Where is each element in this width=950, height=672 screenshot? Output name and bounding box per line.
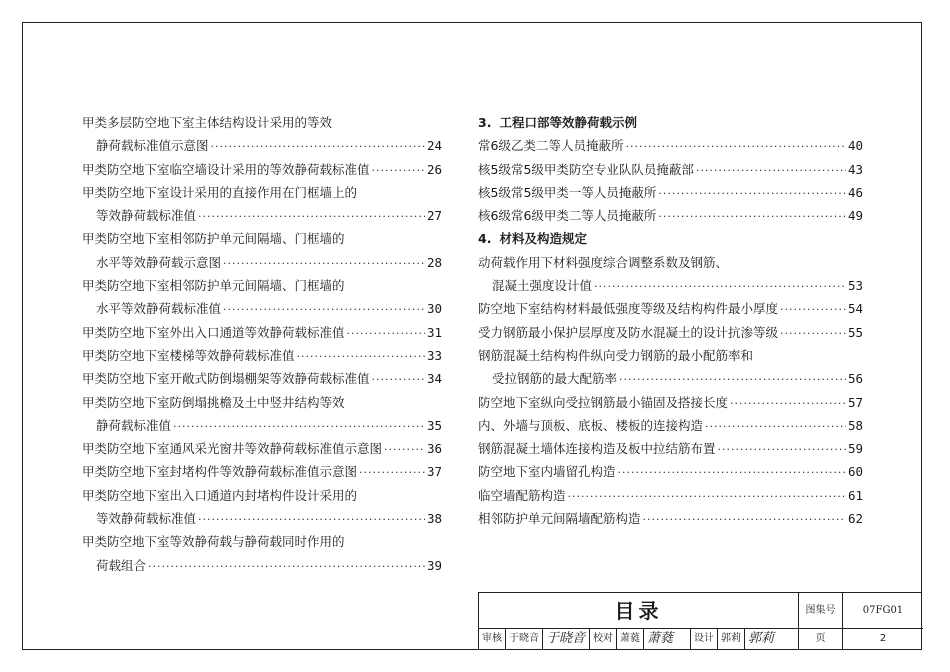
toc-entry-title: 静荷载标准值	[96, 417, 172, 433]
dot-leader	[643, 508, 846, 531]
dot-leader	[730, 392, 846, 415]
toc-entry-title: 甲类防空地下室等效静荷载与静荷载同时作用的	[82, 534, 345, 550]
check-label: 校对	[590, 629, 617, 649]
review-label: 审核	[479, 629, 506, 649]
dot-leader	[658, 182, 846, 205]
dot-leader	[619, 368, 846, 391]
toc-entry	[82, 204, 442, 227]
toc-page-number: 34	[426, 371, 442, 387]
dot-leader	[359, 461, 425, 484]
section-heading	[478, 111, 863, 134]
toc-entry	[478, 181, 863, 204]
toc-page-number: 55	[847, 324, 863, 340]
dot-leader	[223, 298, 425, 321]
toc-entry-title: 甲类防空地下室临空墙设计采用的等效静荷载标准值	[82, 161, 370, 177]
dot-leader	[372, 368, 425, 391]
toc-entry	[82, 414, 442, 437]
toc-entry-title: 混凝土强度设计值	[492, 278, 593, 294]
toc-entry-title: 防空地下室内墙留孔构造	[478, 464, 616, 480]
toc-entry-title: 水平等效静荷载示意图	[96, 254, 222, 270]
toc-entry	[82, 227, 442, 250]
dot-leader	[198, 508, 425, 531]
toc-entry	[82, 181, 442, 204]
toc-entry	[478, 414, 863, 437]
designer-signature: 郭莉	[748, 631, 775, 646]
toc-page-number: 40	[847, 138, 863, 154]
toc-page-number: 31	[426, 324, 442, 340]
toc-entry-title: 静荷载标准值示意图	[96, 138, 209, 154]
dot-leader	[780, 298, 846, 321]
toc-page-number: 43	[847, 161, 863, 177]
toc-entry-title: 相邻防护单元间隔墙配筋构造	[478, 511, 641, 527]
toc-page-number: 57	[847, 394, 863, 410]
toc-page-number: 38	[426, 511, 442, 527]
section-number: 3.	[478, 115, 492, 130]
dot-leader	[696, 159, 846, 182]
toc-entry-title: 甲类防空地下室开敞式防倒塌棚架等效静荷载标准值	[82, 371, 370, 387]
toc-entry	[82, 507, 442, 530]
toc-entry-title: 常6级乙类二等人员掩蔽所	[478, 138, 624, 154]
toc-entry	[82, 460, 442, 483]
toc-page-number: 59	[847, 441, 863, 457]
toc-entry	[82, 111, 442, 134]
toc-entry-title: 受拉钢筋的最大配筋率	[492, 371, 618, 387]
toc-page-number: 26	[426, 161, 442, 177]
dot-leader	[384, 438, 425, 461]
toc-entry	[82, 158, 442, 181]
toc-entry	[82, 367, 442, 390]
toc-entry-title: 水平等效静荷载标准值	[96, 301, 222, 317]
toc-right-column	[478, 111, 863, 530]
toc-entry-title: 钢筋混凝土墙体连接构造及板中拉结筋布置	[478, 441, 716, 457]
toc-page-number: 49	[847, 208, 863, 224]
dot-leader	[705, 415, 846, 438]
toc-entry-title: 等效静荷载标准值	[96, 511, 197, 527]
toc-entry-title: 甲类防空地下室外出入口通道等效静荷载标准值	[82, 324, 345, 340]
toc-page-number: 60	[847, 464, 863, 480]
dot-leader	[780, 322, 846, 345]
signature-row	[479, 629, 799, 649]
toc-entry	[478, 507, 863, 530]
checker-signature: 萧蕤	[644, 629, 691, 649]
designer-name: 郭莉	[718, 629, 745, 649]
toc-entry	[478, 134, 863, 157]
reviewer-name: 于晓音	[506, 629, 543, 649]
toc-entry-title: 甲类防空地下室防倒塌挑檐及土中竖井结构等效	[82, 394, 345, 410]
page-label: 页	[799, 629, 843, 649]
dot-leader	[594, 275, 846, 298]
dot-leader	[372, 159, 425, 182]
toc-entry	[82, 274, 442, 297]
reviewer-signature: 于晓音	[543, 629, 590, 649]
toc-entry	[478, 344, 863, 367]
toc-entry	[478, 274, 863, 297]
dot-leader	[223, 252, 425, 275]
toc-entry-title: 核6级常6级甲类二等人员掩蔽所	[478, 208, 657, 224]
toc-page-number: 30	[426, 301, 442, 317]
toc-entry	[82, 437, 442, 460]
toc-page-number: 39	[426, 557, 442, 573]
toc-entry-title: 甲类多层防空地下室主体结构设计采用的等效	[82, 115, 333, 130]
toc-entry	[478, 158, 863, 181]
toc-entry	[478, 251, 863, 274]
toc-entry-title: 动荷载作用下材料强度综合调整系数及钢筋、	[478, 254, 729, 270]
toc-entry	[478, 204, 863, 227]
dot-leader	[198, 205, 425, 228]
toc-entry-title: 甲类防空地下室相邻防护单元间隔墙、门框墙的	[82, 278, 345, 294]
section-heading	[478, 227, 863, 250]
toc-page-number: 53	[847, 278, 863, 294]
toc-page-number: 28	[426, 254, 442, 270]
toc-entry	[82, 391, 442, 414]
toc-page-number: 36	[426, 441, 442, 457]
toc-entry-title: 甲类防空地下室相邻防护单元间隔墙、门框墙的	[82, 231, 345, 247]
toc-entry	[478, 484, 863, 507]
title-block	[478, 592, 922, 650]
toc-entry-title: 甲类防空地下室封堵构件等效静荷载标准值示意图	[82, 464, 358, 480]
toc-entry	[82, 484, 442, 507]
toc-entry-title: 核5级常5级甲类一等人员掩蔽所	[478, 184, 657, 200]
toc-entry	[82, 134, 442, 157]
page-number: 2	[879, 633, 887, 644]
toc-entry	[82, 554, 442, 577]
toc-entry	[82, 297, 442, 320]
atlas-number-label: 图集号	[799, 593, 843, 629]
toc-entry-title: 等效静荷载标准值	[96, 208, 197, 224]
atlas-number: 07FG01	[843, 593, 923, 629]
toc-entry-title: 甲类防空地下室楼梯等效静荷载标准值	[82, 347, 295, 363]
toc-entry	[478, 367, 863, 390]
toc-page-number: 58	[847, 417, 863, 433]
toc-page-number: 56	[847, 371, 863, 387]
toc-entry	[82, 344, 442, 367]
toc-page-number: 35	[426, 417, 442, 433]
toc-entry	[478, 321, 863, 344]
toc-entry-title: 受力钢筋最小保护层厚度及防水混凝土的设计抗渗等级	[478, 324, 779, 340]
toc-entry-title: 临空墙配筋构造	[478, 487, 566, 503]
toc-page-number: 24	[426, 138, 442, 154]
toc-entry	[478, 437, 863, 460]
toc-entry-title: 核5级常5级甲类防空专业队队员掩蔽部	[478, 161, 694, 177]
toc-page-number: 37	[426, 464, 442, 480]
toc-page-number: 33	[426, 347, 442, 363]
toc-entry-title: 防空地下室纵向受拉钢筋最小锚固及搭接长度	[478, 394, 729, 410]
dot-leader	[173, 415, 425, 438]
toc-entry	[82, 251, 442, 274]
toc-page-number: 62	[847, 511, 863, 527]
toc-entry-title: 内、外墙与顶板、底板、楼板的连接构造	[478, 417, 704, 433]
section-title: 材料及构造规定	[499, 231, 587, 247]
dot-leader	[347, 322, 425, 345]
toc-entry-title: 甲类防空地下室通风采光窗井等效静荷载标准值示意图	[82, 441, 383, 457]
section-number: 4.	[478, 231, 492, 247]
dot-leader	[718, 438, 846, 461]
section-title: 工程口部等效静荷载示例	[499, 115, 637, 130]
dot-leader	[618, 461, 846, 484]
toc-entry	[82, 530, 442, 553]
toc-entry	[478, 391, 863, 414]
toc-entry	[478, 297, 863, 320]
dot-leader	[568, 485, 846, 508]
design-label: 设计	[691, 629, 718, 649]
dot-leader	[625, 135, 845, 158]
toc-entry-title: 荷载组合	[96, 557, 147, 573]
toc-entry-title: 甲类防空地下室出入口通道内封堵构件设计采用的	[82, 487, 358, 503]
dot-leader	[148, 555, 425, 578]
toc-page-number: 61	[847, 487, 863, 503]
toc-page-number: 27	[426, 208, 442, 224]
document-title: 目录	[479, 593, 799, 629]
toc-page-number: 54	[847, 301, 863, 317]
toc-entry-title: 甲类防空地下室设计采用的直接作用在门框墙上的	[82, 184, 358, 200]
dot-leader	[658, 205, 846, 228]
toc-page-number: 46	[847, 184, 863, 200]
toc-entry	[82, 321, 442, 344]
dot-leader	[211, 135, 425, 158]
toc-entry	[478, 460, 863, 483]
toc-left-column	[82, 111, 442, 577]
toc-entry-title: 钢筋混凝土结构构件纵向受力钢筋的最小配筋率和	[478, 347, 754, 363]
dot-leader	[297, 345, 425, 368]
toc-entry-title: 防空地下室结构材料最低强度等级及结构构件最小厚度	[478, 301, 779, 317]
checker-name: 萧蕤	[617, 629, 644, 649]
